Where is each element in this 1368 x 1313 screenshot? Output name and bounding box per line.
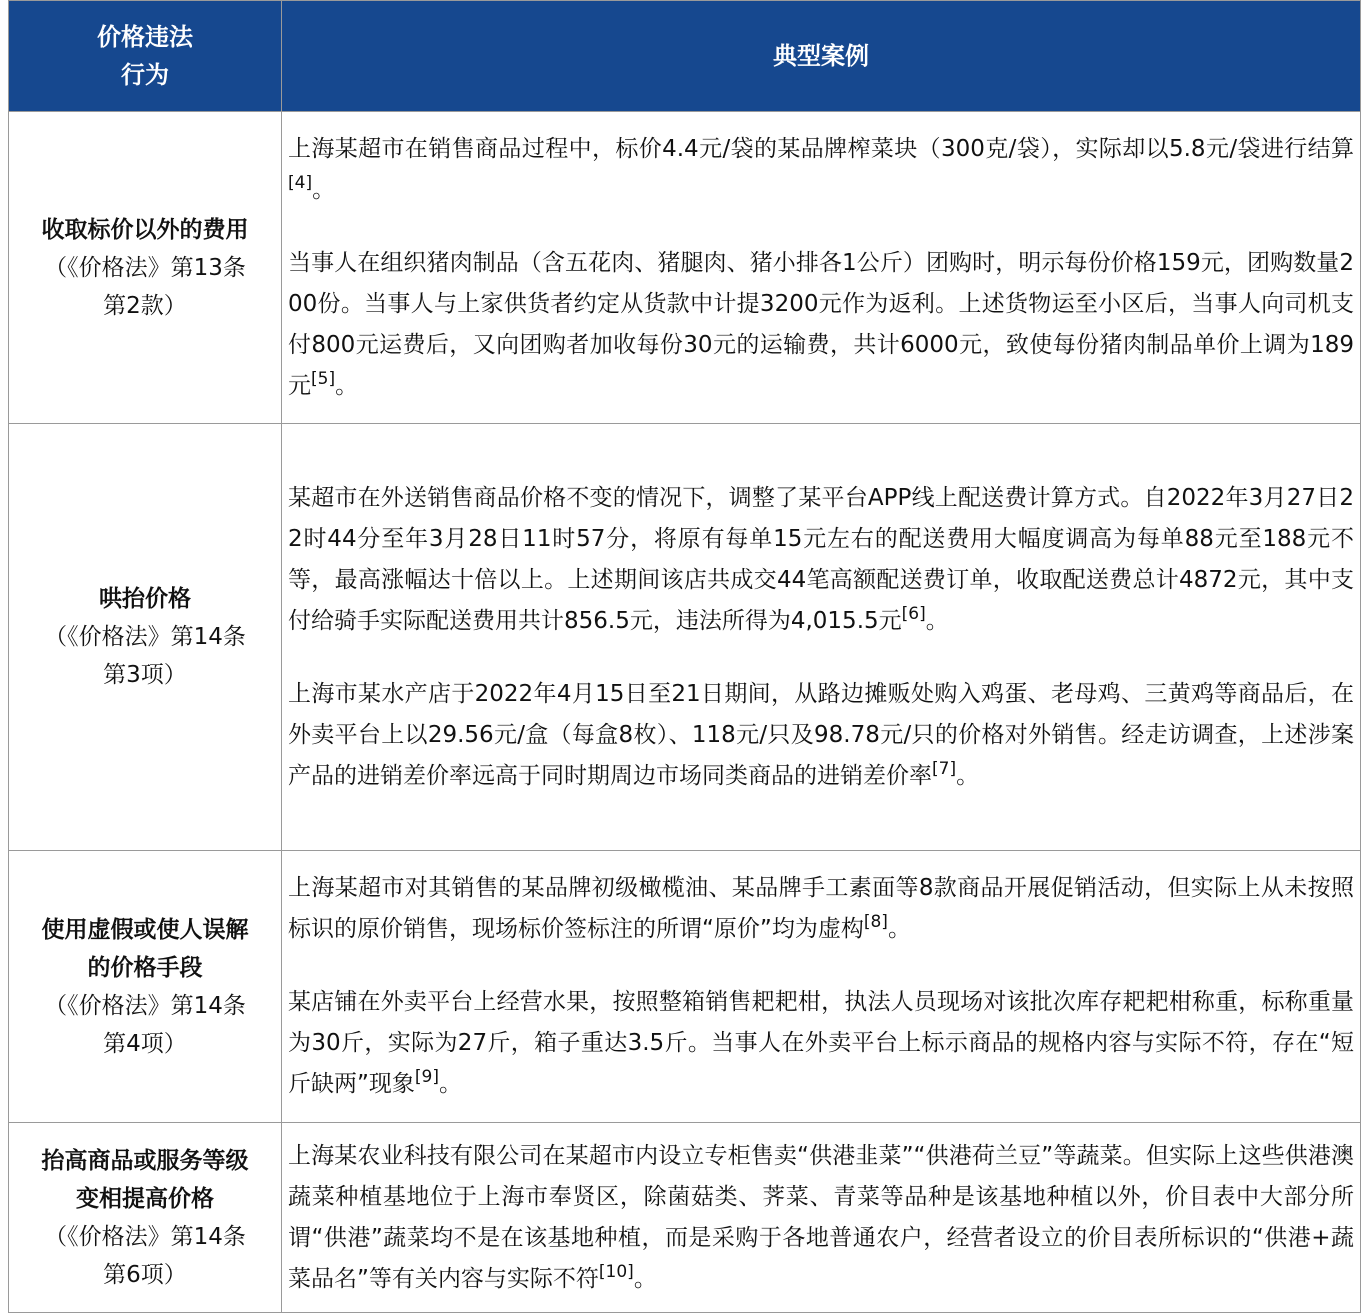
- behavior-cell: [9, 424, 282, 851]
- behavior-name-line-1: 抬高商品或服务等级: [41, 1147, 249, 1174]
- law-ref-line-1: （《价格法》第14条: [44, 1223, 246, 1250]
- citation-ref[interactable]: [5]: [311, 368, 336, 389]
- case-end: 。: [887, 916, 911, 942]
- case-paragraph: [288, 674, 1354, 797]
- table-row: [9, 112, 1361, 424]
- citation-ref[interactable]: [7]: [932, 758, 957, 779]
- behavior-cell: [9, 851, 282, 1123]
- law-ref-line-2: 第2款）: [103, 292, 187, 319]
- case-text: 当事人在组织猪肉制品（含五花肉、猪腿肉、猪小排各1公斤）团购时，明示每份价格159元，团购数量200份。当事人与上家供货者约定从货款中计提3200元作为返利。上述货物运至小区后，当事人向司机支付800元运费后，又向团购者加收每份30元的运输费，共计6000元，致使每份猪肉制品单价上调为189元: [288, 249, 1354, 399]
- table-row: [9, 1123, 1361, 1313]
- behavior-name-line-2: 的价格手段: [87, 954, 203, 981]
- case-end: 。: [312, 176, 336, 203]
- table-row: [9, 851, 1361, 1123]
- case-paragraph: [288, 868, 1354, 950]
- case-end: 。: [439, 1071, 463, 1097]
- header-behavior-line-2: 行为: [121, 61, 169, 89]
- case-paragraph: [288, 1136, 1354, 1300]
- cases-cell: [282, 112, 1361, 424]
- case-paragraph: [288, 478, 1354, 642]
- case-text: 上海某超市在销售商品过程中，标价4.4元/袋的某品牌榨菜块（300克/袋），实际却以5.8元/袋进行结算: [288, 135, 1354, 162]
- case-text: 上海市某水产店于2022年4月15日至21日期间，从路边摊贩处购入鸡蛋、老母鸡、三黄鸡等商品后，在外卖平台上以29.56元/盒（每盒8枚）、118元/只及98.78元/只的价格对外销售。经走访调查，上述涉案产品的进销差价率远高于同时期周边市场同类商品的进销差价率: [288, 680, 1354, 789]
- case-text: 上海某超市对其销售的某品牌初级橄榄油、某品牌手工素面等8款商品开展促销活动，但实际上从未按照标识的原价销售，现场标价签标注的所谓“原价”均为虚构: [288, 875, 1354, 942]
- law-ref-line-1: （《价格法》第14条: [44, 624, 246, 650]
- law-ref-line-2: 第6项）: [103, 1261, 187, 1288]
- case-paragraph: [288, 982, 1354, 1105]
- case-end: 。: [633, 1265, 657, 1292]
- header-cases: 典型案例: [282, 1, 1361, 112]
- citation-ref[interactable]: [10]: [598, 1261, 634, 1282]
- cases-cell: [282, 851, 1361, 1123]
- citation-ref[interactable]: [4]: [288, 172, 313, 193]
- case-text: 某店铺在外卖平台上经营水果，按照整箱销售耙耙柑，执法人员现场对该批次库存耙耙柑称重，标称重量为30斤，实际为27斤，箱子重达3.5斤。当事人在外卖平台上标示商品的规格内容与实际不符，存在“短斤缺两”现象: [288, 989, 1354, 1097]
- case-text: 上海某农业科技有限公司在某超市内设立专柜售卖“供港韭菜”“供港荷兰豆”等蔬菜。但实际上这些供港澳蔬菜种植基地位于上海市奉贤区，除菌菇类、荠菜、青菜等品种是该基地种植以外，价目表中大部分所谓“供港”蔬菜均不是在该基地种植，而是采购于各地普通农户，经营者设立的价目表所标识的“供港+蔬菜品名”等有关内容与实际不符: [288, 1142, 1354, 1292]
- cases-cell: [282, 1123, 1361, 1313]
- case-text: 某超市在外送销售商品价格不变的情况下，调整了某平台APP线上配送费计算方式。自2022年3月27日22时44分至年3月28日11时57分，将原有每单15元左右的配送费用大幅度调高为每单88元至188元不等，最高涨幅达十倍以上。上述期间该店共成交44笔高额配送费订单，收取配送费总计4872元，其中支付给骑手实际配送费用共计856.5元，违法所得为4,015.5元: [288, 484, 1354, 634]
- behavior-name: 收取标价以外的费用: [41, 216, 249, 243]
- law-ref-line-2: 第3项）: [103, 662, 187, 688]
- law-ref-line-1: （《价格法》第13条: [44, 254, 246, 281]
- table-row: [9, 424, 1361, 851]
- behavior-cell: [9, 112, 282, 424]
- citation-ref[interactable]: [6]: [901, 603, 926, 624]
- behavior-cell: [9, 1123, 282, 1313]
- case-paragraph: [288, 243, 1354, 407]
- header-behavior-line-1: 价格违法: [97, 23, 193, 51]
- citation-ref[interactable]: [9]: [414, 1067, 440, 1087]
- table-header: [9, 1, 1361, 112]
- citation-ref[interactable]: [8]: [863, 912, 888, 932]
- table-body: [9, 112, 1361, 1313]
- case-paragraph: [288, 129, 1354, 211]
- case-end: 。: [335, 372, 359, 399]
- behavior-name-line-1: 使用虚假或使人误解: [41, 916, 249, 943]
- behavior-name-line-2: 变相提高价格: [76, 1185, 214, 1212]
- law-ref-line-2: 第4项）: [103, 1030, 187, 1057]
- case-end: 。: [956, 762, 980, 789]
- law-ref-line-1: （《价格法》第14条: [44, 992, 246, 1019]
- price-violation-table: [8, 0, 1361, 1313]
- header-behavior: [9, 1, 282, 112]
- cases-cell: [282, 424, 1361, 851]
- behavior-name: 哄抬价格: [99, 586, 191, 612]
- case-end: 。: [925, 607, 949, 634]
- header-row: [9, 1, 1361, 112]
